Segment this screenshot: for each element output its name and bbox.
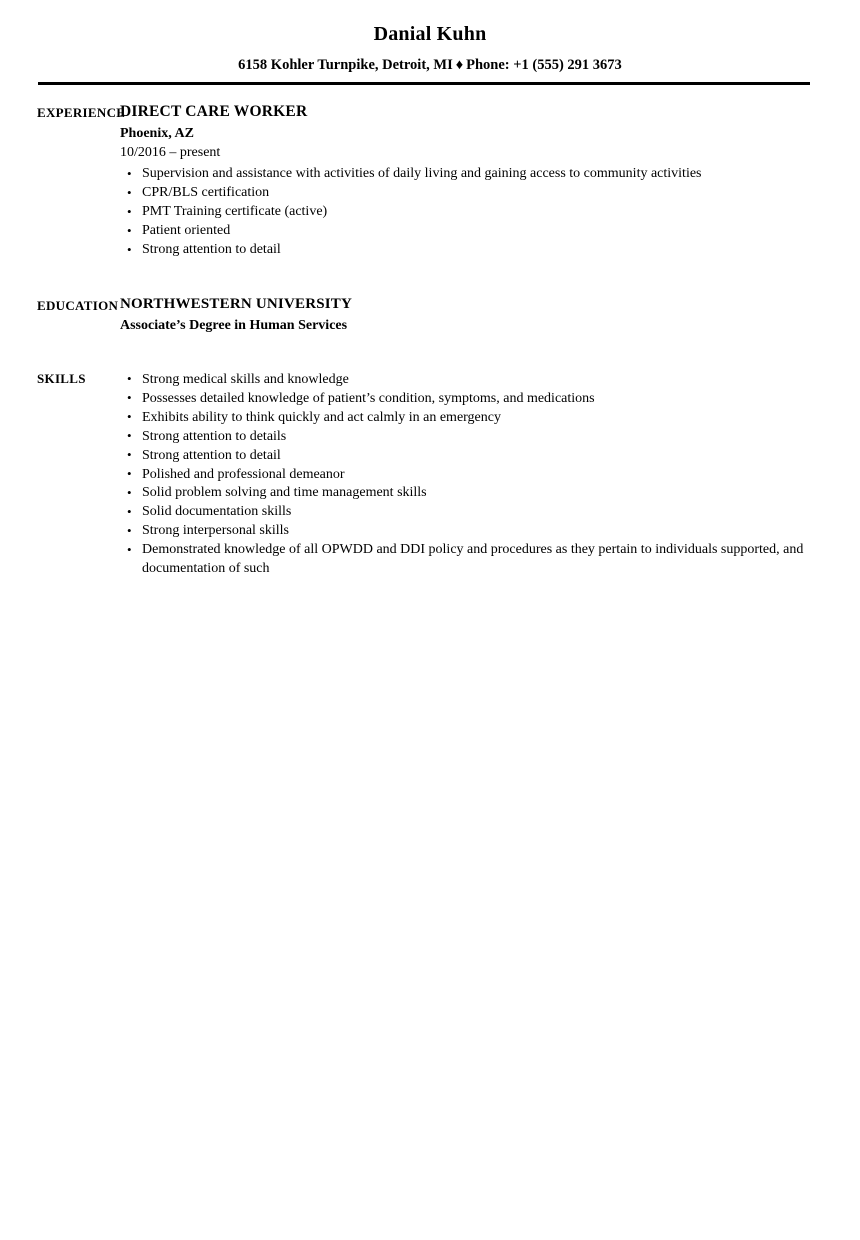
job-title: DIRECT CARE WORKER bbox=[120, 103, 308, 121]
resume-header bbox=[0, 0, 860, 85]
list-item: • PMT Training certificate (active) bbox=[120, 203, 815, 221]
job-dates: 10/2016 – present bbox=[120, 144, 221, 160]
section-education bbox=[0, 295, 860, 336]
skills-bullet-list bbox=[120, 371, 815, 579]
experience-bullet-list bbox=[120, 165, 815, 259]
list-item: • Solid problem solving and time management skills bbox=[120, 484, 815, 502]
section-label-experience: EXPERIENCE bbox=[37, 105, 126, 121]
list-item: • Possesses detailed knowledge of patient’s condition, symptoms, and medications bbox=[120, 390, 815, 408]
list-item: • Polished and professional demeanor bbox=[120, 466, 815, 484]
diamond-separator-icon: ♦ bbox=[455, 57, 464, 73]
contact-line bbox=[0, 57, 860, 74]
section-label-skills: SKILLS bbox=[37, 370, 86, 386]
job-location: Phoenix, AZ bbox=[120, 125, 194, 141]
experience-body bbox=[120, 102, 860, 260]
contact-address: 6158 Kohler Turnpike, Detroit, MI bbox=[238, 57, 453, 73]
list-item: • Exhibits ability to think quickly and act calmly in an emergency bbox=[120, 409, 815, 427]
school-name: NORTHWESTERN UNIVERSITY bbox=[120, 295, 353, 312]
list-item: • Strong medical skills and knowledge bbox=[120, 371, 815, 389]
list-item: • Strong attention to detail bbox=[120, 447, 815, 465]
section-skills bbox=[0, 368, 860, 579]
section-experience bbox=[0, 102, 860, 260]
education-body bbox=[120, 295, 860, 336]
list-item: • Strong interpersonal skills bbox=[120, 522, 815, 540]
list-item: • Strong attention to detail bbox=[120, 241, 815, 259]
school-degree: Associate’s Degree in Human Services bbox=[120, 318, 348, 334]
section-label-education: EDUCATION bbox=[37, 297, 119, 313]
list-item: • Strong attention to details bbox=[120, 428, 815, 446]
list-item: • Solid documentation skills bbox=[120, 503, 815, 521]
candidate-name: Danial Kuhn bbox=[373, 23, 487, 45]
skills-body bbox=[120, 368, 860, 579]
contact-phone: Phone: +1 (555) 291 3673 bbox=[466, 57, 622, 73]
list-item: • Supervision and assistance with activities of daily living and gaining access to community activities bbox=[120, 165, 815, 183]
header-divider bbox=[38, 82, 810, 85]
list-item: • Patient oriented bbox=[120, 222, 815, 240]
list-item: • CPR/BLS certification bbox=[120, 184, 815, 202]
list-item: • Demonstrated knowledge of all OPWDD and DDI policy and procedures as they pertain to individuals supported, and documentation of such bbox=[120, 541, 815, 578]
